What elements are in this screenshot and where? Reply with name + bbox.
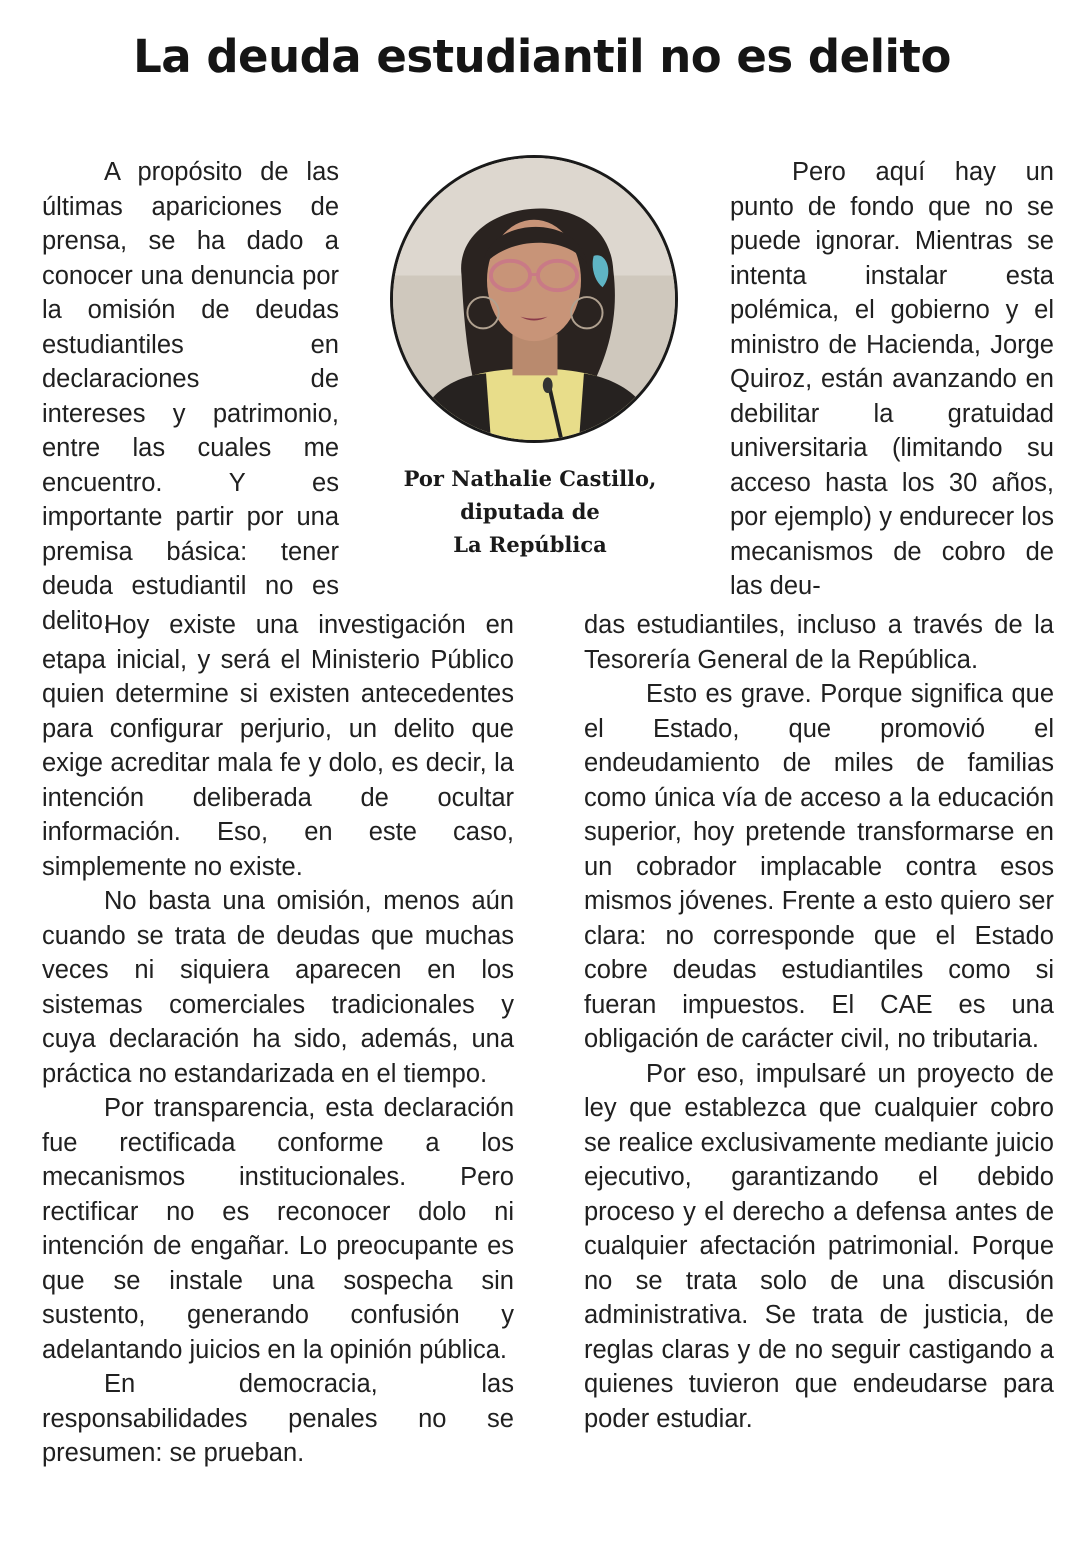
- paragraph: No basta una omisión, menos aún cuando se trata de deudas que muchas veces ni siquiera aparecen en los sistemas comerciales tradicionales y cuya declaración ha sido, además, una práctica no estandarizada en el tiempo.: [42, 887, 514, 1088]
- column-left-bottom: [42, 608, 514, 1471]
- paragraph: Por eso, impulsaré un proyecto de ley que establezca que cualquier cobro se realice exclusivamente mediante juicio ejecutivo, garantizando el debido proceso y el derecho a defensa antes de cualquier afectación patrimonial. Porque no se trata solo de una discusión administrativa. Se trata de justicia, de reglas claras y de no seguir castigando a quienes tuvieron que endeudarse para poder estudiar.: [584, 1059, 1054, 1433]
- paragraph-continued: das estudiantiles, incluso a través de la Tesorería General de la República.: [584, 611, 1054, 674]
- paragraph: Pero aquí hay un punto de fondo que no se puede ignorar. Mientras se intenta instalar esta polémica, el gobierno y el ministro de Hacienda, Jorge Quiroz, están avanzando en debilitar la gratuidad universitaria (limitando su acceso hasta los 30 años, por ejemplo) y endurecer los mecanismos de cobro de las deu-: [730, 158, 1054, 600]
- paragraph: A propósito de las últimas apariciones de prensa, se ha dado a conocer una denuncia por la omisión de deudas estudiantiles en declaraciones de intereses y patrimonio, entre las cuales me encuentro. Y es importante partir por una premisa básica: tener deuda estudiantil no es delito.: [42, 158, 339, 635]
- byline: [380, 462, 680, 561]
- column-right-top: [730, 155, 1054, 604]
- paragraph: Por transparencia, esta declaración fue rectificada conforme a los mecanismos institucionales. Pero rectificar no es reconocer dolo ni intención de engañar. Lo preocupante es que se instale una sospecha sin sustento, generando confusión y adelantando juicios en la opinión pública.: [42, 1094, 514, 1364]
- author-portrait: [390, 155, 678, 443]
- column-left-top: [42, 155, 339, 638]
- byline-party: La República: [453, 532, 607, 557]
- byline-role: diputada de: [460, 499, 600, 524]
- paragraph: En democracia, las responsabilidades penales no se presumen: se prueban.: [42, 1370, 514, 1467]
- paragraph: Esto es grave. Porque significa que el Estado, que promovió el endeudamiento de miles de familias como única vía de acceso a la educación superior, hoy pretende transformarse en un cobrador implacable contra esos mismos jóvenes. Frente a esto quiero ser clara: no corresponde que el Estado cobre deudas estudiantiles como si fueran impuestos. El CAE es una obligación de carácter civil, no tributaria.: [584, 680, 1054, 1053]
- column-right-bottom: [584, 608, 1054, 1436]
- paragraph: Hoy existe una investigación en etapa inicial, y será el Ministerio Público quien determine si existen antecedentes para configurar perjurio, un delito que exige acreditar mala fe y dolo, es decir, la intención deliberada de ocultar información. Eso, en este caso, simplemente no existe.: [42, 611, 514, 881]
- byline-author: Por Nathalie Castillo,: [403, 466, 657, 491]
- headline: La deuda estudiantil no es delito: [133, 30, 951, 83]
